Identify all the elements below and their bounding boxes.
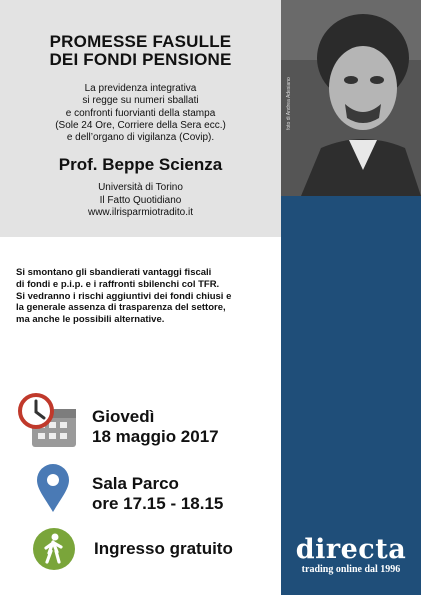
- subtitle-line: e dell’organo di vigilanza (Covip).: [66, 132, 215, 144]
- walking-person-icon: [32, 527, 76, 576]
- description: Si smontano gli sbandierati vantaggi fiscali di fondi e p.i.p. e i raffronti sbilenchi col TFR. Si vedranno i rischi aggiuntivi dei fondi chiusi e la generale assenza di trasparenza del settore, ma anche le possibili alternative.: [16, 267, 232, 326]
- speaker-affiliations: [0, 182, 281, 220]
- calendar-clock-icon: [18, 393, 78, 454]
- event-day: Giovedì: [92, 407, 155, 426]
- location-pin-icon: [36, 463, 70, 518]
- website-link[interactable]: www.ilrisparmiotradito.it: [87, 207, 194, 218]
- brand-tagline: trading online dal 1996: [301, 564, 401, 575]
- event-entry: Ingresso gratuito: [94, 539, 233, 558]
- brand-name: directa: [295, 534, 407, 565]
- photo-credit: foto di Andrea Adesiano: [286, 77, 292, 130]
- event-time: ore 17.15 - 18.15: [92, 494, 224, 513]
- page-title: PROMESSE FASULLE DEI FONDI PENSIONE: [49, 32, 232, 69]
- brand-logo: [281, 536, 421, 576]
- event-date: [92, 407, 219, 447]
- subtitle: [0, 83, 281, 144]
- subtitle-line: (Sole 24 Ore, Corriere della Sera ecc.): [55, 119, 226, 131]
- event-venue: Sala Parco: [92, 474, 179, 493]
- subtitle-line: si regge su numeri sballati: [82, 95, 199, 107]
- event-date-value: 18 maggio 2017: [92, 427, 219, 446]
- speaker-name: Prof. Beppe Scienza: [58, 155, 223, 174]
- affiliation-university: Università di Torino: [98, 182, 183, 193]
- speaker-photo: [281, 0, 421, 196]
- subtitle-line: La previdenza integrativa: [84, 83, 197, 94]
- event-location: [92, 474, 223, 514]
- subtitle-line: e confronti fuorvianti della stampa: [65, 107, 216, 119]
- affiliation-newspaper: Il Fatto Quotidiano: [99, 194, 182, 206]
